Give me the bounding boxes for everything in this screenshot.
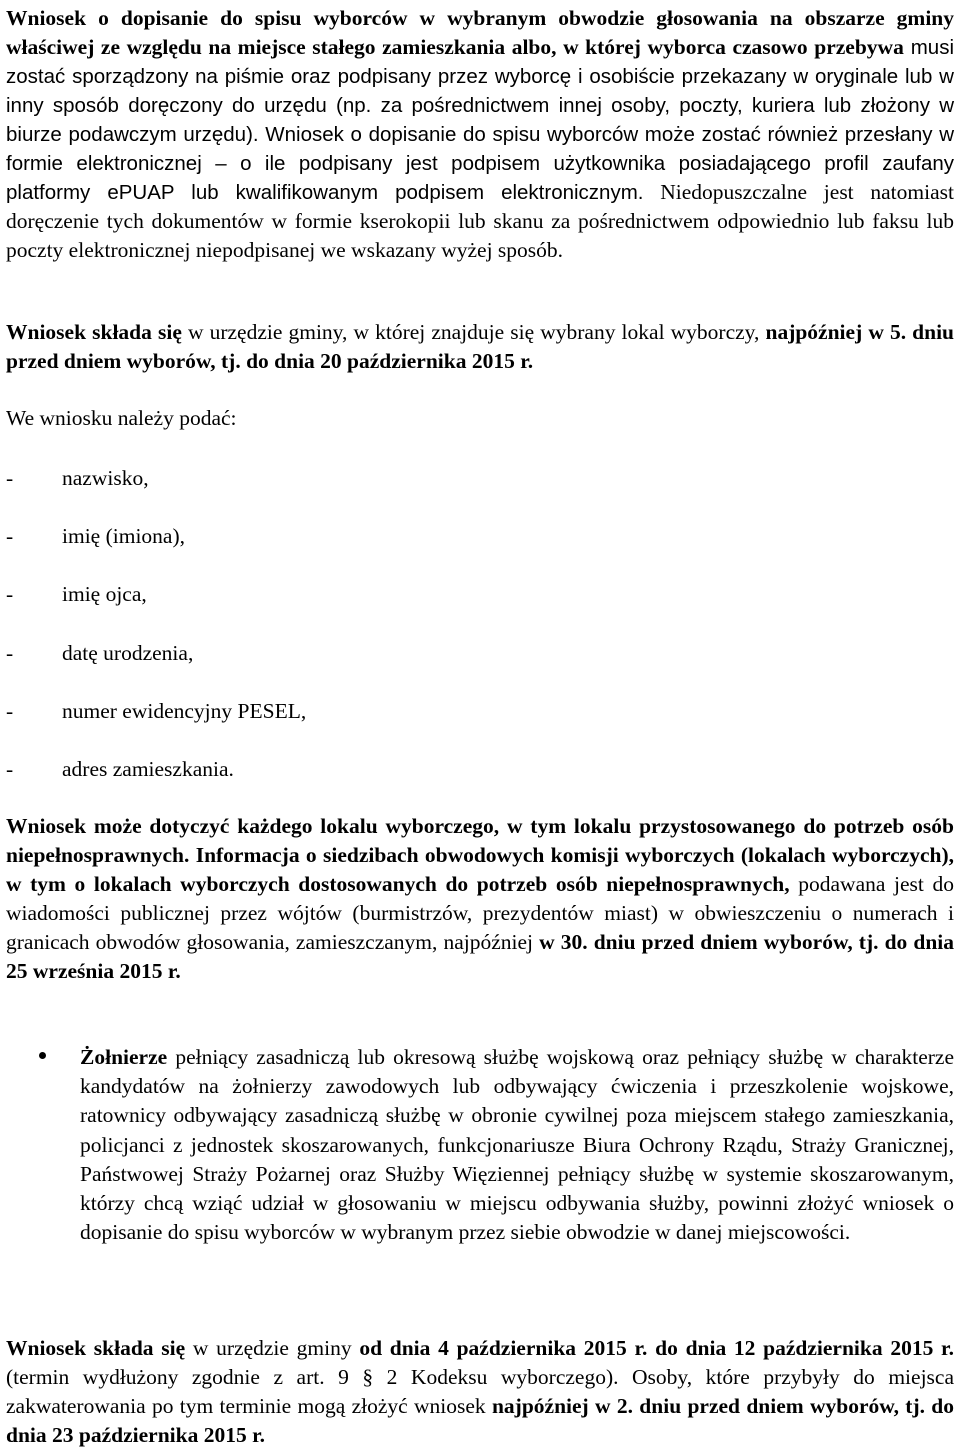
paragraph-soldiers [80,1043,954,1247]
soldiers-text: pełniący zasadniczą lub okresową służbę wojskową oraz pełniący służbę w charakterze kandydatów na żołnierzy zawodowych lub odbywający ćwiczenia i przeszkolenie wojskowe, ratownicy odbywający zasadniczą służbę w obronie cywilnej poza miejscem stałego zamieszkania, policjanci z jednostek skoszarowanych, funkcjonariusze Biura Ochrony Rządu, Straży Granicznej, Państwowej Straży Pożarnej oraz Służby Więziennej pełniący służbę w systemie skoszarowanym, którzy chcą wziąć udział w głosowaniu w miejscu odbywania służby, powinni złożyć wniosek o dopisanie do spisu wyborców w wybranym przez siebie obwodzie w danej miejscowości. [80,1045,954,1245]
application-requirements-bold: Wniosek o dopisanie do spisu wyborców w wybranym obwodzie głosowania na obszarze gminy właściwej ze względu na miejsce stałego zamieszkania albo, w której wyborca czasowo przebywa [6,6,954,59]
list-item [6,696,306,726]
list-item [6,463,149,493]
list-dash: - [6,582,14,606]
polling-stations-bold: Wniosek może dotyczyć każdego lokalu wyborczego, w tym lokalu przystosowanego do potrzeb osób niepełnosprawnych. Informacja o siedzibach obwodowych komisji wyborczych (lokalach wyborczych), w tym o lokalach wyborczych dostosowanych do potrzeb osób niepełnosprawnych, [6,814,954,896]
list-item-text: imię ojca, [62,582,147,606]
paragraph-application-form [6,4,954,265]
list-intro: We wniosku należy podać: [6,406,237,430]
bullet-icon [39,1052,46,1059]
list-item-text: imię (imiona), [62,524,185,548]
list-item [6,521,185,551]
soldiers-deadline-dates-bold: od dnia 4 października 2015 r. do dnia 12 października 2015 r. [359,1336,954,1360]
list-dash: - [6,466,14,490]
list-item-text: datę urodzenia, [62,641,194,665]
list-item [6,754,234,784]
paragraph-soldiers-deadline [6,1334,954,1450]
paragraph-polling-stations [6,812,954,986]
soldiers-deadline-lead-bold: Wniosek składa się [6,1336,186,1360]
list-dash: - [6,641,14,665]
list-dash: - [6,699,14,723]
list-item-text: adres zamieszkania. [62,757,234,781]
deadline-lead-bold: Wniosek składa się [6,320,182,344]
soldiers-deadline-text: w urzędzie gminy [185,1336,360,1360]
deadline-text: w urzędzie gminy, w której znajduje się wybrany lokal wyborczy, [181,320,766,344]
deadline-date-bold: najpóźniej w 5. dniu przed dniem wyborów, tj. do dnia 20 października 2015 r. [6,320,955,373]
list-dash: - [6,757,14,781]
soldiers-lead-bold: Żołnierze [80,1045,168,1069]
application-inadmissible-text: Niedopuszczalne jest natomiast doręczenie tych dokumentów w formie kserokopii lub skanu za pośrednictwem odpowiednio lub faksu lub poczty elektronicznej niepodpisanej we wskazany wyżej sposób. [6,180,954,262]
soldiers-deadline-extension-text: (termin wydłużony zgodnie z art. 9 § 2 Kodeksu wyborczego). Osoby, które przybyły do miejsca zakwaterowania po tym terminie mogą złożyć wniosek [6,1365,954,1418]
list-item [6,579,147,609]
application-electronic-text: Wniosek o dopisanie do spisu wyborców może zostać również przesłany w formie elektronicznej – o ile podpisany jest podpisem użytkownika posiadającego profil zaufany platformy ePUAP lub kwalifikowanym podpisem elektronicznym. [6,123,955,204]
paragraph-deadline [6,318,954,376]
application-delivery-text: musi zostać sporządzony na piśmie oraz podpisany przez wyborcę i osobiście przekazany w oryginale lub w inny sposób doręczony do urzędu (np. za pośrednictwem innej osoby, poczty, kuriera lub złożony w biurze podawczym urzędu). [6,36,954,146]
soldiers-final-deadline-bold: najpóźniej w 2. dniu przed dniem wyborów, tj. do dnia 23 października 2015 r. [6,1394,954,1447]
polling-stations-text: podawana jest do wiadomości publicznej przez wójtów (burmistrzów, prezydentów miast) w obwieszczeniu o numerach i granicach obwodów głosowania, zamieszczanym, najpóźniej [6,872,954,954]
list-item [6,638,193,668]
list-item-text: numer ewidencyjny PESEL, [62,699,307,723]
list-dash: - [6,524,14,548]
list-item-text: nazwisko, [62,466,149,490]
polling-stations-deadline-bold: w 30. dniu przed dniem wyborów, tj. do dnia 25 września 2015 r. [6,930,954,983]
